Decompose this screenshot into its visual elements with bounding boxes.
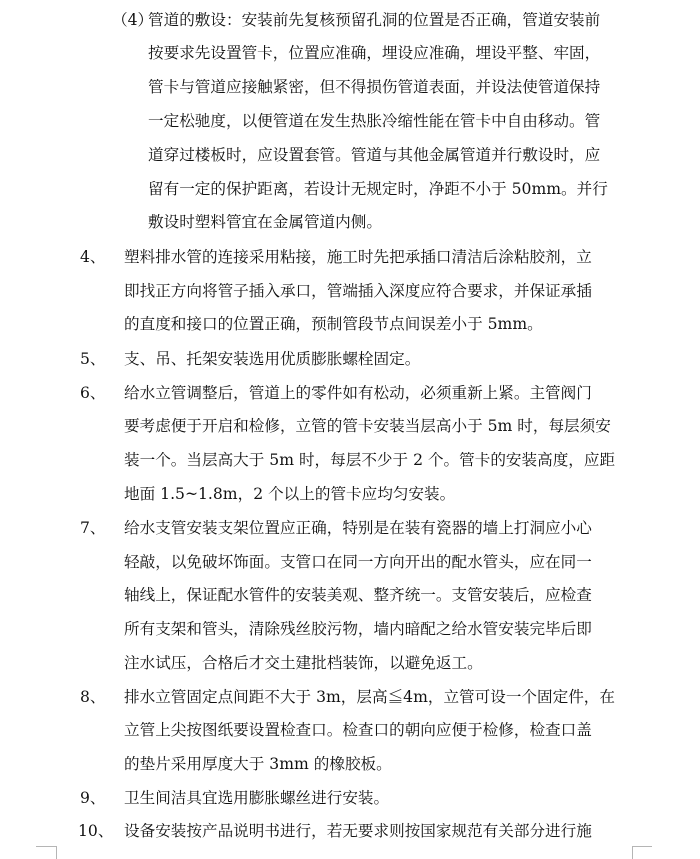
text-line: 立管上尖按图纸要设置检查口。检查口的朝向应便于检修，检查口盖: [124, 721, 592, 739]
item-number: 10、: [78, 822, 114, 840]
item-number: 6、: [80, 384, 106, 402]
sub-item-number: （4）: [112, 11, 154, 29]
crop-mark-left-horizontal: [36, 846, 56, 847]
text-line: 留有一定的保护距离，若设计无规定时，净距不小于 50mm。并行: [148, 180, 608, 198]
text-line: 所有支架和管头，清除残丝胶污物，墙内暗配之给水管安装完毕后即: [124, 620, 592, 638]
text-line: 给水支管安装支架位置应正确，特别是在装有瓷器的墙上打洞应小心: [124, 519, 592, 537]
text-line: 道穿过楼板时，应设置套管。管道与其他金属管道并行敷设时，应: [148, 146, 601, 164]
item-number: 9、: [80, 789, 106, 807]
text-line: 地面 1.5~1.8m，2 个以上的管卡应均匀安装。: [124, 485, 456, 503]
text-line: 管卡与管道应接触紧密，但不得损伤管道表面，并设法使管道保持: [148, 78, 601, 96]
text-line: 按要求先设置管卡，位置应准确，埋设应准确，埋设平整、牢固，: [148, 44, 601, 62]
item-number: 5、: [80, 350, 106, 368]
text-line: 轴线上，保证配水管件的安装美观、整齐统一。支管安装后，应检查: [124, 586, 592, 604]
text-line: 轻敲，以免破坏饰面。支管口在同一方向开出的配水管头，应在同一: [124, 553, 592, 571]
item-number: 8、: [80, 688, 106, 706]
text-line: 要考虑便于开启和检修，立管的管卡安装当层高小于 5m 时，每层须安: [124, 417, 611, 435]
text-line: 卫生间洁具宜选用膨胀螺丝进行安装。: [124, 789, 390, 807]
text-line: 注水试压，合格后才交土建批档装饰，以避免返工。: [124, 654, 483, 672]
text-line: 即找正方向将管子插入承口，管端插入深度应符合要求，并保证承插: [124, 282, 592, 300]
text-line: 的直度和接口的位置正确，预制管段节点间误差小于 5mm。: [124, 315, 543, 333]
text-line: 装一个。当层高大于 5m 时，每层不少于 2 个。管卡的安装高度，应距: [124, 451, 616, 469]
text-line: 一定松驰度，以便管道在发生热胀冷缩性能在管卡中自由移动。管: [148, 112, 601, 130]
text-line: 管道的敷设：安装前先复核预留孔洞的位置是否正确，管道安装前: [148, 11, 601, 29]
text-line: 的垫片采用厚度大于 3mm 的橡胶板。: [124, 755, 392, 773]
crop-mark-right-horizontal: [632, 846, 652, 847]
text-line: 支、吊、托架安装选用优质膨胀螺栓固定。: [124, 350, 421, 368]
text-line: 给水立管调整后，管道上的零件如有松动，必须重新上紧。主管阀门: [124, 384, 592, 402]
crop-mark-right-vertical: [632, 846, 633, 859]
crop-mark-left-vertical: [56, 846, 57, 859]
item-number: 7、: [80, 519, 106, 537]
text-line: 塑料排水管的连接采用粘接，施工时先把承插口清洁后涂粘胶剂，立: [124, 248, 592, 266]
text-line: 排水立管固定点间距不大于 3m，层高≦4m，立管可设一个固定件，在: [124, 688, 615, 706]
text-line: 敷设时塑料管宜在金属管道内侧。: [148, 213, 382, 231]
item-number: 4、: [80, 248, 106, 266]
text-line: 设备安装按产品说明书进行，若无要求则按国家规范有关部分进行施: [124, 822, 592, 840]
